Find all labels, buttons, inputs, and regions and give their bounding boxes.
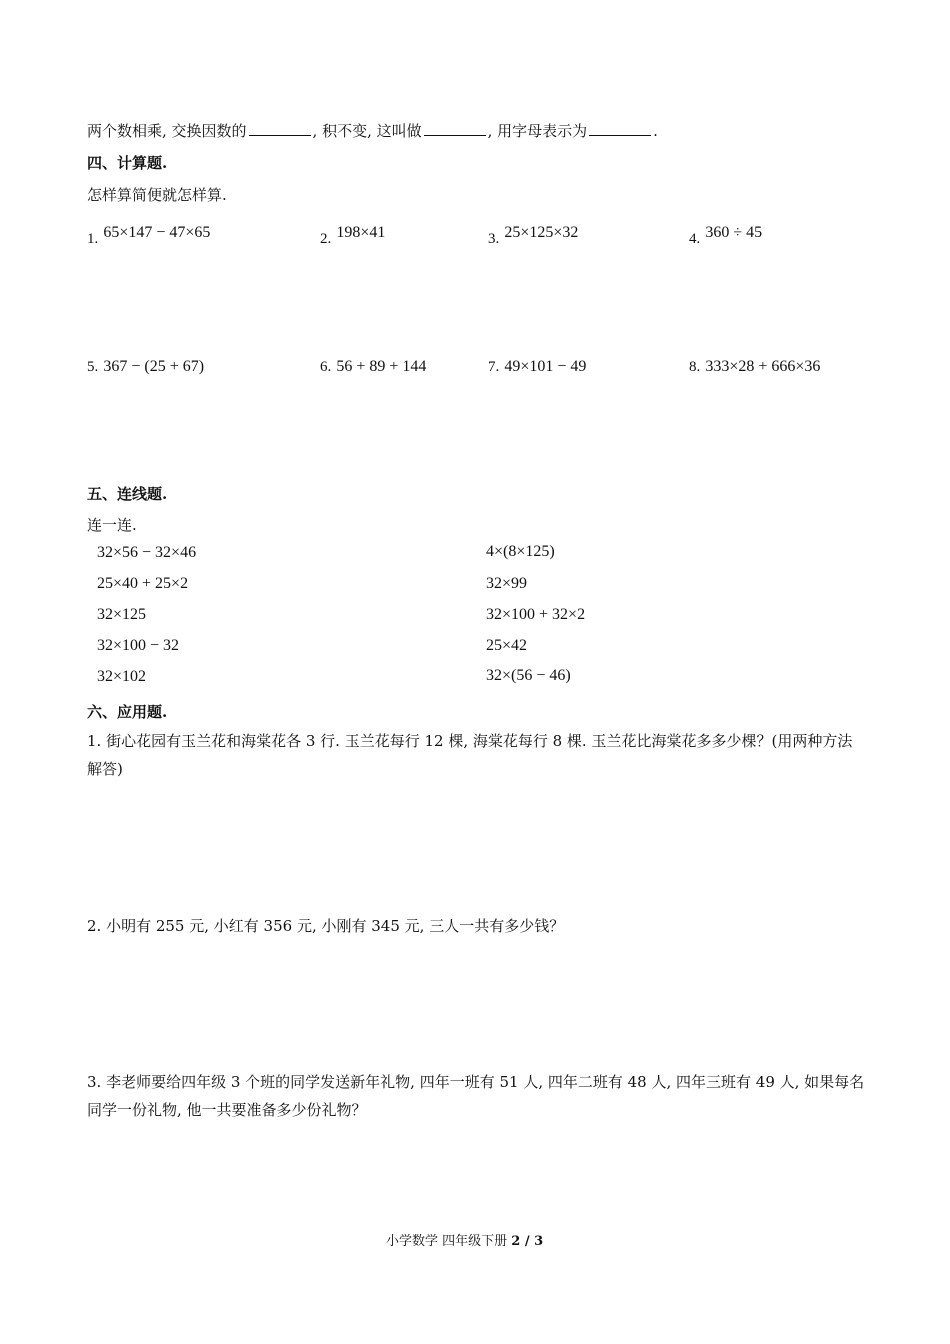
problem-number: 5. [87, 359, 99, 375]
section-5-instruction: 连一连. [87, 516, 137, 534]
problem-expression: 198×41 [336, 224, 386, 241]
page-number: 2 / 3 [511, 1234, 544, 1249]
problem-number: 1. [87, 231, 99, 247]
answer-blank-1[interactable] [249, 121, 311, 136]
calc-problem-6 [320, 356, 426, 376]
problem-number: 4. [689, 231, 701, 247]
problem-expression: 333×28 + 666×36 [705, 358, 821, 375]
calc-problem-8 [689, 356, 820, 376]
problem-expression: 56 + 89 + 144 [336, 358, 427, 375]
calc-problem-3 [488, 222, 579, 247]
fill-blank-question [87, 120, 658, 141]
fill-blank-text-4: . [653, 122, 658, 140]
fill-blank-text-3: , 用字母表示为 [487, 122, 588, 140]
match-left-3[interactable]: 32×125 [97, 606, 147, 623]
section-4-instruction: 怎样算简便就怎样算. [87, 186, 227, 204]
match-right-1[interactable]: 4×(8×125) [486, 543, 555, 560]
section-5-title: 五、连线题. [87, 485, 168, 503]
page-footer [386, 1230, 543, 1249]
footer-text: 小学数学 四年级下册 [386, 1234, 508, 1249]
problem-expression: 65×147 − 47×65 [103, 224, 211, 241]
answer-blank-2[interactable] [424, 121, 486, 136]
word-problem-3: 3. 李老师要给四年级 3 个班的同学发送新年礼物, 四年一班有 51 人, 四年二班有 48 人, 四年三班有 49 人, 如果每名同学一份礼物, 他一共要准备多少份礼物？ [87, 1073, 865, 1119]
section-4-title: 四、计算题. [87, 154, 168, 172]
problem-expression: 367 − (25 + 67) [103, 358, 205, 375]
fill-blank-text-2: , 积不变, 这叫做 [312, 122, 422, 140]
calc-problem-1 [87, 222, 211, 247]
match-right-3[interactable]: 32×100 + 32×2 [486, 606, 586, 623]
problem-number: 2. [320, 231, 332, 247]
problem-number: 3. [488, 231, 500, 247]
problem-number: 8. [689, 359, 701, 375]
problem-expression: 25×125×32 [504, 224, 579, 241]
calc-problem-4 [689, 222, 763, 247]
match-left-4[interactable]: 32×100 − 32 [97, 637, 180, 654]
answer-blank-3[interactable] [589, 121, 651, 136]
match-right-4[interactable]: 25×42 [486, 637, 528, 654]
problem-expression: 360 ÷ 45 [705, 224, 763, 241]
match-left-5[interactable]: 32×102 [97, 668, 147, 685]
word-problem-2: 2. 小明有 255 元, 小红有 356 元, 小刚有 345 元, 三人一共有多少钱？ [87, 917, 565, 935]
word-problem-1: 1. 街心花园有玉兰花和海棠花各 3 行. 玉兰花每行 12 棵, 海棠花每行 8 棵. 玉兰花比海棠花多多少棵？(用两种方法解答) [87, 732, 853, 778]
calc-problem-2 [320, 222, 386, 247]
problem-number: 6. [320, 359, 332, 375]
match-right-2[interactable]: 32×99 [486, 575, 528, 592]
calc-problem-5 [87, 356, 204, 376]
problem-expression: 49×101 − 49 [504, 358, 587, 375]
problem-number: 7. [488, 359, 500, 375]
match-right-5[interactable]: 32×(56 − 46) [486, 667, 571, 684]
fill-blank-text-1: 两个数相乘, 交换因数的 [87, 122, 247, 140]
section-6-title: 六、应用题. [87, 703, 168, 721]
match-left-1[interactable]: 32×56 − 32×46 [97, 544, 197, 561]
match-left-2[interactable]: 25×40 + 25×2 [97, 575, 189, 592]
calc-problem-7 [488, 356, 586, 376]
